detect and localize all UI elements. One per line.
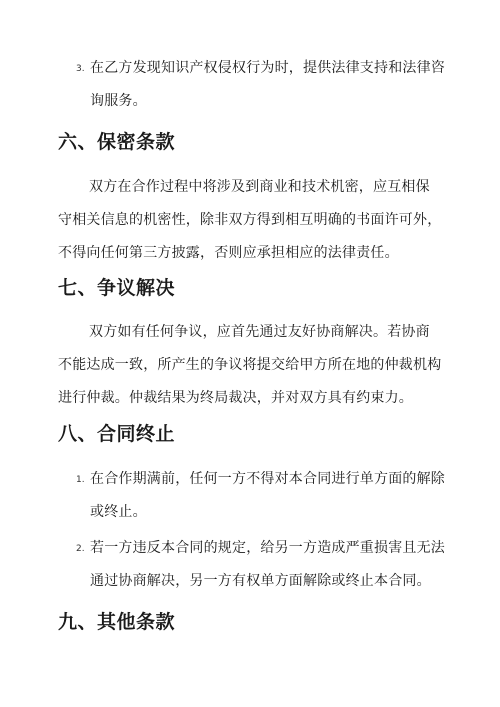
list-number: 3.: [76, 64, 85, 74]
list-item-text: 在合作期满前，任何一方不得对本合同进行单方面的解除或终止。: [90, 471, 445, 520]
list-item-text: 在乙方发现知识产权侵权行为时，提供法律支持和法律咨询服务。: [90, 60, 445, 109]
list-item-text: 若一方违反本合同的规定，给另一方造成严重损害且无法通过协商解决，另一方有权单方面解除或终止本合同。: [90, 540, 445, 589]
confidentiality-paragraph: 双方在合作过程中将涉及到商业和技术机密，应互相保守相关信息的机密性，除非双方得到相互明确的书面许可外，不得向任何第三方披露，否则应承担相应的法律责任。: [58, 179, 442, 261]
section-heading-other-terms: 九、其他条款: [58, 611, 176, 633]
section-heading-termination: 八、合同终止: [58, 423, 176, 445]
section-heading-confidentiality: 六、保密条款: [58, 131, 176, 153]
dispute-resolution-paragraph: 双方如有任何争议，应首先通过友好协商解决。若协商不能达成一致，所产生的争议将提交给甲方所在地的仲裁机构进行仲裁。仲裁结果为终局裁决，并对双方具有约束力。: [58, 324, 442, 406]
list-number: 2.: [76, 544, 85, 554]
section-heading-dispute-resolution: 七、争议解决: [58, 277, 176, 299]
list-number: 1.: [76, 475, 85, 485]
